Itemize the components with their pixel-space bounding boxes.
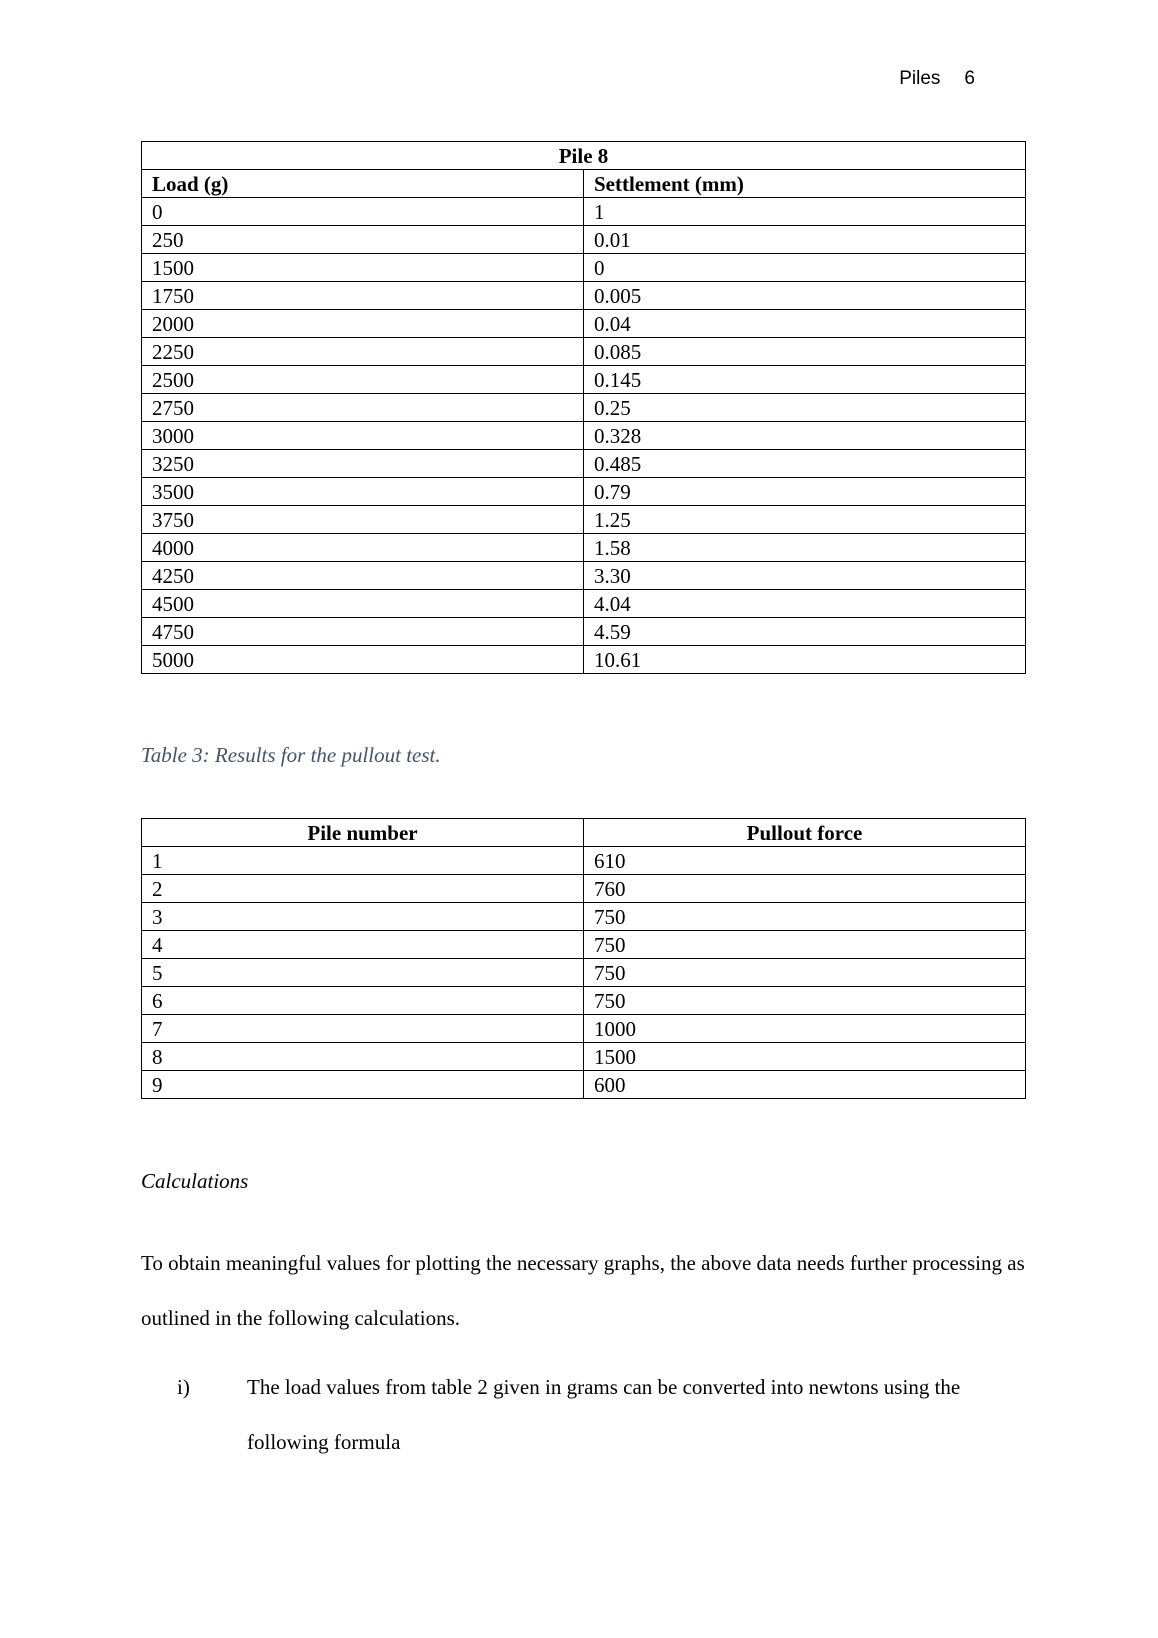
table-cell: 4000 (142, 534, 584, 562)
table-cell: 600 (584, 1071, 1026, 1099)
table-cell: 3500 (142, 478, 584, 506)
table-cell: 0 (142, 198, 584, 226)
table-cell: 750 (584, 959, 1026, 987)
table-row (142, 534, 1026, 562)
table-row (142, 959, 1026, 987)
body-paragraph: To obtain meaningful values for plotting the necessary graphs, the above data needs further processing as outlined in the following calculations. (141, 1251, 1025, 1330)
table-cell: 8 (142, 1043, 584, 1071)
table-row (142, 198, 1026, 226)
list-item-text: The load values from table 2 given in grams can be converted into newtons using the following formula (247, 1375, 961, 1454)
table-row (142, 618, 1026, 646)
table-cell: 3250 (142, 450, 584, 478)
table-row (142, 254, 1026, 282)
section-heading: Calculations (141, 1169, 249, 1193)
table-row (142, 875, 1026, 903)
table-caption: Table 3: Results for the pullout test. (141, 743, 441, 767)
table-cell: 1750 (142, 282, 584, 310)
pile8-settlement-table (141, 141, 1026, 674)
table-row (142, 450, 1026, 478)
table-cell: 5 (142, 959, 584, 987)
table-row (142, 366, 1026, 394)
list-marker: i) (177, 1375, 190, 1399)
table-cell: 4 (142, 931, 584, 959)
table-cell: 4250 (142, 562, 584, 590)
table-cell: 0.085 (584, 338, 1026, 366)
pullout-table-body (142, 847, 1026, 1099)
table-cell: 2250 (142, 338, 584, 366)
table-cell: 4.04 (584, 590, 1026, 618)
table-row (142, 987, 1026, 1015)
table-cell: 0.145 (584, 366, 1026, 394)
table-cell: 2750 (142, 394, 584, 422)
table-cell: 0 (584, 254, 1026, 282)
table-cell: 760 (584, 875, 1026, 903)
table-cell: 3750 (142, 506, 584, 534)
table-row (142, 590, 1026, 618)
table-row (142, 506, 1026, 534)
table-cell: 0.01 (584, 226, 1026, 254)
column-header-pullout-force: Pullout force (584, 819, 1026, 847)
table-cell: 3000 (142, 422, 584, 450)
table-cell: 1 (142, 847, 584, 875)
table-cell: 2000 (142, 310, 584, 338)
table-row (142, 1043, 1026, 1071)
table-row (142, 394, 1026, 422)
pile8-table-body (142, 198, 1026, 674)
column-header-settlement: Settlement (mm) (584, 170, 1026, 198)
table-cell: 750 (584, 987, 1026, 1015)
table-cell: 750 (584, 903, 1026, 931)
table-cell: 1.58 (584, 534, 1026, 562)
table-row (142, 903, 1026, 931)
table-cell: 1500 (584, 1043, 1026, 1071)
table-cell: 2500 (142, 366, 584, 394)
table-cell: 0.25 (584, 394, 1026, 422)
table-row (142, 1071, 1026, 1099)
table-row (142, 338, 1026, 366)
pullout-force-table (141, 818, 1026, 1099)
table-cell: 5000 (142, 646, 584, 674)
table-cell: 4750 (142, 618, 584, 646)
table-cell: 1 (584, 198, 1026, 226)
table-cell: 0.04 (584, 310, 1026, 338)
table-row (142, 646, 1026, 674)
table-cell: 10.61 (584, 646, 1026, 674)
table-cell: 4500 (142, 590, 584, 618)
table-row (142, 310, 1026, 338)
table-row (142, 226, 1026, 254)
table-cell: 250 (142, 226, 584, 254)
table-cell: 750 (584, 931, 1026, 959)
table-cell: 7 (142, 1015, 584, 1043)
table-cell: 4.59 (584, 618, 1026, 646)
table-cell: 6 (142, 987, 584, 1015)
table-cell: 0.328 (584, 422, 1026, 450)
table-row (142, 478, 1026, 506)
page-number: 6 (964, 68, 975, 89)
page-header (899, 68, 975, 90)
table-row (142, 422, 1026, 450)
running-title: Piles (899, 68, 941, 89)
table-row (142, 931, 1026, 959)
table-cell: 1500 (142, 254, 584, 282)
table-cell: 1000 (584, 1015, 1026, 1043)
column-header-pile-number: Pile number (142, 819, 584, 847)
table-cell: 3.30 (584, 562, 1026, 590)
table-cell: 0.485 (584, 450, 1026, 478)
list-item (141, 1360, 1026, 1470)
table-cell: 9 (142, 1071, 584, 1099)
table-cell: 3 (142, 903, 584, 931)
table-cell: 2 (142, 875, 584, 903)
table-cell: 0.005 (584, 282, 1026, 310)
table-cell: 610 (584, 847, 1026, 875)
table-row (142, 1015, 1026, 1043)
table-row (142, 847, 1026, 875)
column-header-load: Load (g) (142, 170, 584, 198)
table-cell: 0.79 (584, 478, 1026, 506)
table-title: Pile 8 (142, 142, 1026, 170)
table-row (142, 282, 1026, 310)
table-row (142, 562, 1026, 590)
table-cell: 1.25 (584, 506, 1026, 534)
